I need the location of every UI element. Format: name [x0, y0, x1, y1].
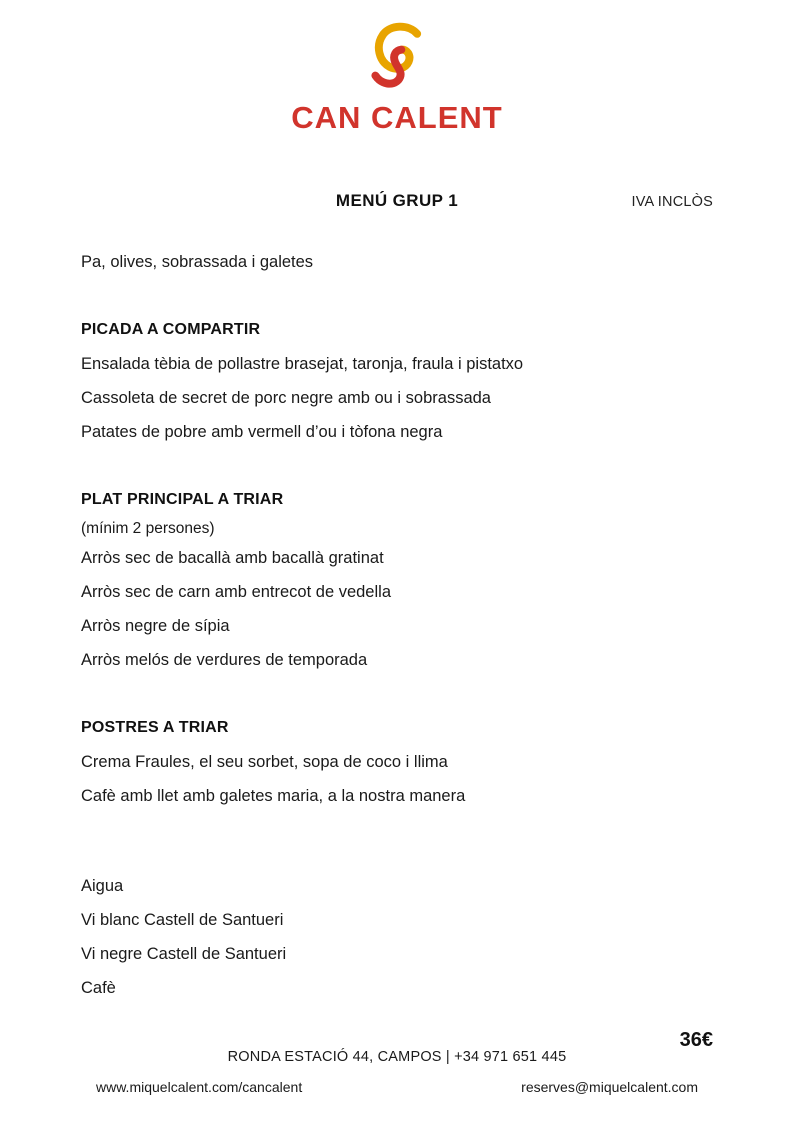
- starter-line: Pa, olives, sobrassada i galetes: [81, 253, 314, 271]
- menu-title: MENÚ GRUP 1: [335, 191, 459, 210]
- menu-item: Cafè amb llet amb galetes maria, a la nostra manera: [81, 787, 466, 805]
- menu-header: [0, 191, 794, 217]
- spacer: [81, 813, 713, 847]
- spacer: [81, 677, 713, 711]
- menu-section: [81, 711, 713, 813]
- menu-item: Ensalada tèbia de pollastre brasejat, taronja, fraula i pistatxo: [81, 355, 524, 373]
- menu-price: 36€: [679, 1029, 713, 1051]
- menu-item: Crema Fraules, el seu sorbet, sopa de coco i llima: [81, 753, 448, 771]
- spacer: [81, 449, 713, 483]
- brand-name: CAN CALENT: [291, 100, 503, 135]
- section-heading: POSTRES A TRIAR: [81, 719, 229, 736]
- can-calent-spiral-logo-icon: [361, 18, 433, 90]
- brand-header: [0, 0, 794, 133]
- drinks-section: [81, 869, 713, 1005]
- section-heading: PLAT PRINCIPAL A TRIAR: [81, 491, 284, 508]
- menu-section: [81, 313, 713, 449]
- tax-note: IVA INCLÒS: [631, 194, 713, 210]
- drink-item: Vi negre Castell de Santueri: [81, 945, 287, 963]
- spacer: [81, 847, 713, 869]
- section-heading: PICADA A COMPARTIR: [81, 321, 261, 338]
- section-note: (mínim 2 persones): [81, 520, 215, 537]
- drink-item: Aigua: [81, 877, 124, 895]
- drink-item: Cafè: [81, 979, 116, 997]
- menu-item: Arròs sec de bacallà amb bacallà gratinat: [81, 549, 384, 567]
- footer-website[interactable]: www.miquelcalent.com/cancalent: [96, 1079, 303, 1095]
- menu-item: Arròs negre de sípia: [81, 617, 230, 635]
- menu-item: Arròs sec de carn amb entrecot de vedella: [81, 583, 391, 601]
- menu-body: [0, 245, 794, 1005]
- footer-address-phone: RONDA ESTACIÓ 44, CAMPOS | +34 971 651 445: [227, 1049, 567, 1065]
- drink-item: Vi blanc Castell de Santueri: [81, 911, 284, 929]
- page-footer: [0, 1049, 794, 1095]
- menu-section: [81, 483, 713, 677]
- spacer: [81, 279, 713, 313]
- menu-item: Cassoleta de secret de porc negre amb ou i sobrassada: [81, 389, 491, 407]
- menu-item: Arròs melós de verdures de temporada: [81, 651, 368, 669]
- footer-email[interactable]: reserves@miquelcalent.com: [521, 1079, 698, 1095]
- menu-item: Patates de pobre amb vermell d’ou i tòfona negra: [81, 423, 443, 441]
